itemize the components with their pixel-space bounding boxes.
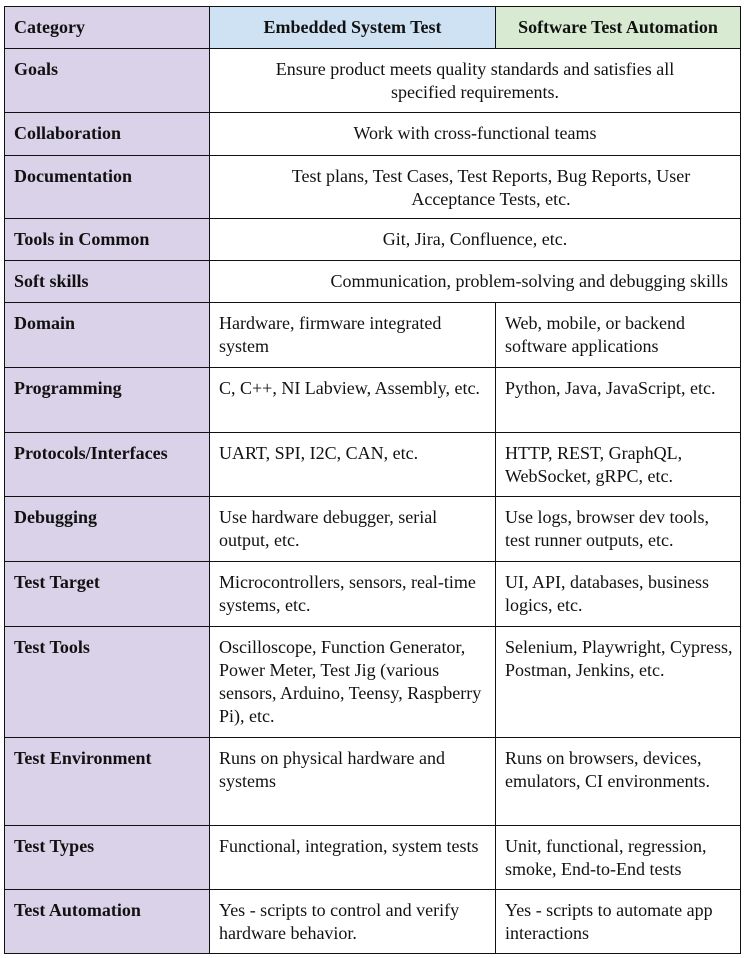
category-label: Debugging xyxy=(5,497,210,562)
shared-value: Communication, problem-solving and debugging skills xyxy=(210,261,741,303)
software-value: Python, Java, JavaScript, etc. xyxy=(496,368,741,433)
category-label: Documentation xyxy=(5,156,210,219)
software-value: UI, API, databases, business logics, etc. xyxy=(496,562,741,627)
software-value: HTTP, REST, GraphQL, WebSocket, gRPC, etc. xyxy=(496,433,741,497)
row-protocols-interfaces xyxy=(5,433,741,497)
header-embedded-system-test: Embedded System Test xyxy=(210,7,496,49)
embedded-value: Oscilloscope, Function Generator, Power Meter, Test Jig (various sensors, Arduino, Teensy, Raspberry Pi), etc. xyxy=(210,627,496,738)
row-test-types xyxy=(5,826,741,890)
embedded-value: UART, SPI, I2C, CAN, etc. xyxy=(210,433,496,497)
row-test-environment xyxy=(5,738,741,826)
software-value: Use logs, browser dev tools, test runner outputs, etc. xyxy=(496,497,741,562)
software-value: Selenium, Playwright, Cypress, Postman, Jenkins, etc. xyxy=(496,627,741,738)
header-row xyxy=(5,7,741,49)
shared-value: Work with cross-functional teams xyxy=(210,113,741,156)
row-debugging xyxy=(5,497,741,562)
embedded-value: Use hardware debugger, serial output, etc. xyxy=(210,497,496,562)
row-documentation xyxy=(5,156,741,219)
row-goals xyxy=(5,49,741,113)
embedded-value: Runs on physical hardware and systems xyxy=(210,738,496,826)
shared-value: Test plans, Test Cases, Test Reports, Bug Reports, User Acceptance Tests, etc. xyxy=(210,156,741,219)
row-domain xyxy=(5,303,741,368)
comparison-table xyxy=(4,6,741,954)
category-label: Test Target xyxy=(5,562,210,627)
row-collaboration xyxy=(5,113,741,156)
software-value: Unit, functional, regression, smoke, End-to-End tests xyxy=(496,826,741,890)
software-value: Yes - scripts to automate app interactions xyxy=(496,890,741,954)
embedded-value: Microcontrollers, sensors, real-time systems, etc. xyxy=(210,562,496,627)
embedded-value: C, C++, NI Labview, Assembly, etc. xyxy=(210,368,496,433)
category-label: Test Automation xyxy=(5,890,210,954)
row-programming xyxy=(5,368,741,433)
row-test-tools xyxy=(5,627,741,738)
embedded-value: Functional, integration, system tests xyxy=(210,826,496,890)
shared-value: Git, Jira, Confluence, etc. xyxy=(210,219,741,261)
row-test-automation xyxy=(5,890,741,954)
category-label: Domain xyxy=(5,303,210,368)
category-label: Collaboration xyxy=(5,113,210,156)
category-label: Protocols/Interfaces xyxy=(5,433,210,497)
category-label: Soft skills xyxy=(5,261,210,303)
header-category: Category xyxy=(5,7,210,49)
category-label: Test Tools xyxy=(5,627,210,738)
category-label: Test Types xyxy=(5,826,210,890)
software-value: Web, mobile, or backend software applications xyxy=(496,303,741,368)
category-label: Goals xyxy=(5,49,210,113)
software-value: Runs on browsers, devices, emulators, CI environments. xyxy=(496,738,741,826)
embedded-value: Hardware, firmware integrated system xyxy=(210,303,496,368)
category-label: Test Environment xyxy=(5,738,210,826)
category-label: Programming xyxy=(5,368,210,433)
row-tools-in-common xyxy=(5,219,741,261)
shared-value: Ensure product meets quality standards and satisfies all specified requirements. xyxy=(210,49,741,113)
row-soft-skills xyxy=(5,261,741,303)
row-test-target xyxy=(5,562,741,627)
header-software-test-automation: Software Test Automation xyxy=(496,7,741,49)
category-label: Tools in Common xyxy=(5,219,210,261)
embedded-value: Yes - scripts to control and verify hardware behavior. xyxy=(210,890,496,954)
